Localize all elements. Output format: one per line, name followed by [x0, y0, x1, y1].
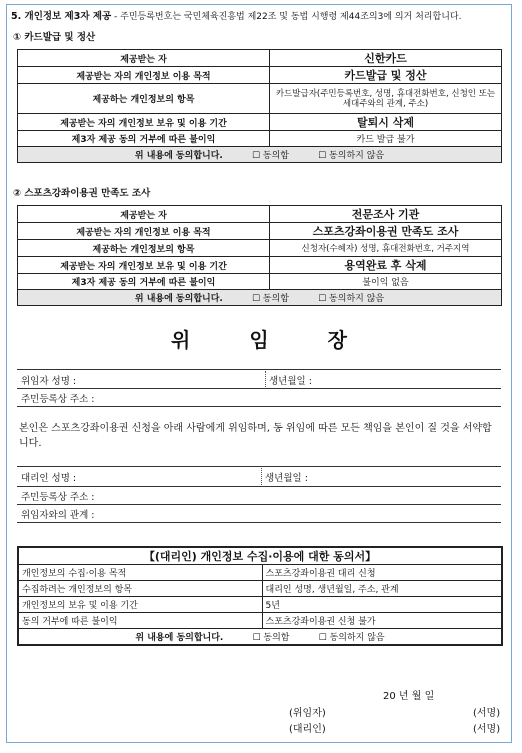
row-value: 스포츠강좌이용권 만족도 조사: [270, 223, 502, 240]
agree-no-checkbox[interactable]: ☐ 동의하지 않음: [318, 294, 385, 304]
delegator-name-field[interactable]: 위임자 성명 :: [21, 376, 77, 387]
section1-title: ① 카드발급 및 정산: [13, 32, 96, 43]
delegator-address-field[interactable]: 주민등록상 주소 :: [21, 394, 95, 405]
divider: [17, 369, 501, 370]
row-label: 제공받는 자: [18, 206, 270, 223]
row-value: 전문조사 기관: [270, 206, 502, 223]
row-label: 제3자 제공 동의 거부에 따른 불이익: [18, 274, 270, 290]
row-label: 개인정보의 수집·이용 목적: [18, 565, 262, 581]
row-value: 스포츠강좌이용권 대리 신청: [262, 565, 502, 581]
delegator-label: (위임자): [289, 708, 326, 719]
consent-title-row: [18, 547, 502, 565]
agent-birth-field[interactable]: 생년월일 :: [265, 473, 308, 484]
agree-no-checkbox[interactable]: ☐ 동의하지 않음: [318, 632, 385, 643]
table-row: [18, 131, 502, 147]
field-separator: [265, 371, 266, 387]
agree-row: [18, 629, 502, 645]
divider: [17, 486, 501, 487]
row-value: 신한카드: [270, 50, 502, 67]
agree-row: [18, 147, 502, 163]
table-row: [18, 613, 502, 629]
table-row: [18, 240, 502, 257]
row-label: 제공받는 자의 개인정보 보유 및 이용 기간: [18, 114, 270, 131]
row-label: 제공받는 자의 개인정보 보유 및 이용 기간: [18, 257, 270, 274]
agent-name-field[interactable]: 대리인 성명 :: [21, 473, 77, 484]
consent-table: [17, 546, 503, 646]
agree-yes-checkbox[interactable]: ☐ 동의함: [251, 151, 289, 161]
date-line[interactable]: 20 년 월 일: [383, 691, 435, 702]
proxy-statement: 본인은 스포츠강좌이용권 신청을 아래 사람에게 위임하며, 동 위임에 따른 모든 책임을 본인이 질 것을 서약합니다.: [19, 423, 492, 449]
table-row: [18, 565, 502, 581]
agree-yes-checkbox[interactable]: ☐ 동의함: [252, 632, 290, 643]
row-value: 5년: [262, 597, 502, 613]
agree-yes-checkbox[interactable]: ☐ 동의함: [251, 294, 289, 304]
table-row: [18, 84, 502, 114]
row-label: 제3자 제공 동의 거부에 따른 불이익: [18, 131, 270, 147]
agree-text: 위 내용에 동의합니다.: [135, 632, 224, 643]
row-label: 제공하는 개인정보의 항목: [18, 240, 270, 257]
row-value: 스포츠강좌이용권 신청 불가: [262, 613, 502, 629]
header-title: 5. 개인정보 제3자 제공: [11, 11, 112, 22]
table-row: [18, 257, 502, 274]
consent-title: 【(대리인) 개인정보 수집·이용에 대한 동의서】: [18, 547, 502, 565]
agent-label: (대리인): [289, 724, 326, 735]
section2-title: ② 스포츠강좌이용권 만족도 조사: [13, 188, 151, 199]
divider: [17, 406, 501, 407]
delegator-signature[interactable]: (서명): [473, 708, 501, 719]
row-label: 제공받는 자의 개인정보 이용 목적: [18, 223, 270, 240]
agree-cell: [18, 147, 502, 163]
table-row: [18, 223, 502, 240]
table-row: [18, 206, 502, 223]
row-label: 제공하는 개인정보의 항목: [18, 84, 270, 114]
row-label: 개인정보의 보유 및 이용 기간: [18, 597, 262, 613]
form-page: [6, 4, 512, 743]
row-label: 제공받는 자의 개인정보 이용 목적: [18, 67, 270, 84]
table-row: [18, 274, 502, 290]
row-value: 대리인 성명, 생년월일, 주소, 관계: [262, 581, 502, 597]
table-row: [18, 597, 502, 613]
row-value: 탈퇴시 삭제: [270, 114, 502, 131]
agree-cell: [18, 629, 502, 645]
agent-signature[interactable]: (서명): [473, 724, 501, 735]
agent-relation-field[interactable]: 위임자와의 관계 :: [21, 510, 95, 521]
table-row: [18, 581, 502, 597]
divider: [17, 388, 501, 389]
row-value: 불이익 없음: [270, 274, 502, 290]
agree-cell: [18, 290, 502, 306]
row-value: 카드발급자(주민등록번호, 성명, 휴대전화번호, 신청인 또는 세대주와의 관계, 주소): [270, 84, 502, 114]
section1-table: [17, 49, 502, 163]
row-value: 카드발급 및 정산: [270, 67, 502, 84]
agree-text: 위 내용에 동의합니다.: [134, 151, 223, 161]
agree-text: 위 내용에 동의합니다.: [134, 294, 223, 304]
row-value: 신청자(수혜자) 성명, 휴대전화번호, 거주지역: [270, 240, 502, 257]
agent-address-field[interactable]: 주민등록상 주소 :: [21, 492, 95, 503]
table-row: [18, 50, 502, 67]
row-label: 동의 거부에 따른 불이익: [18, 613, 262, 629]
row-label: 수집하려는 개인정보의 항목: [18, 581, 262, 597]
agree-no-checkbox[interactable]: ☐ 동의하지 않음: [318, 151, 385, 161]
row-label: 제공받는 자: [18, 50, 270, 67]
header-note: - 주민등록번호는 국민체육진흥법 제22조 및 동법 시행령 제44조의3에 의거 처리합니다.: [114, 12, 462, 22]
proxy-title: 위 임 장: [171, 328, 373, 352]
table-row: [18, 67, 502, 84]
row-value: 용역완료 후 삭제: [270, 257, 502, 274]
section-header: [11, 8, 461, 22]
divider: [17, 466, 501, 467]
row-value: 카드 발급 불가: [270, 131, 502, 147]
delegator-birth-field[interactable]: 생년월일 :: [269, 376, 312, 387]
divider: [17, 504, 501, 505]
table-row: [18, 114, 502, 131]
agree-row: [18, 290, 502, 306]
divider: [17, 522, 501, 523]
field-separator: [261, 468, 262, 485]
section2-table: [17, 205, 502, 306]
